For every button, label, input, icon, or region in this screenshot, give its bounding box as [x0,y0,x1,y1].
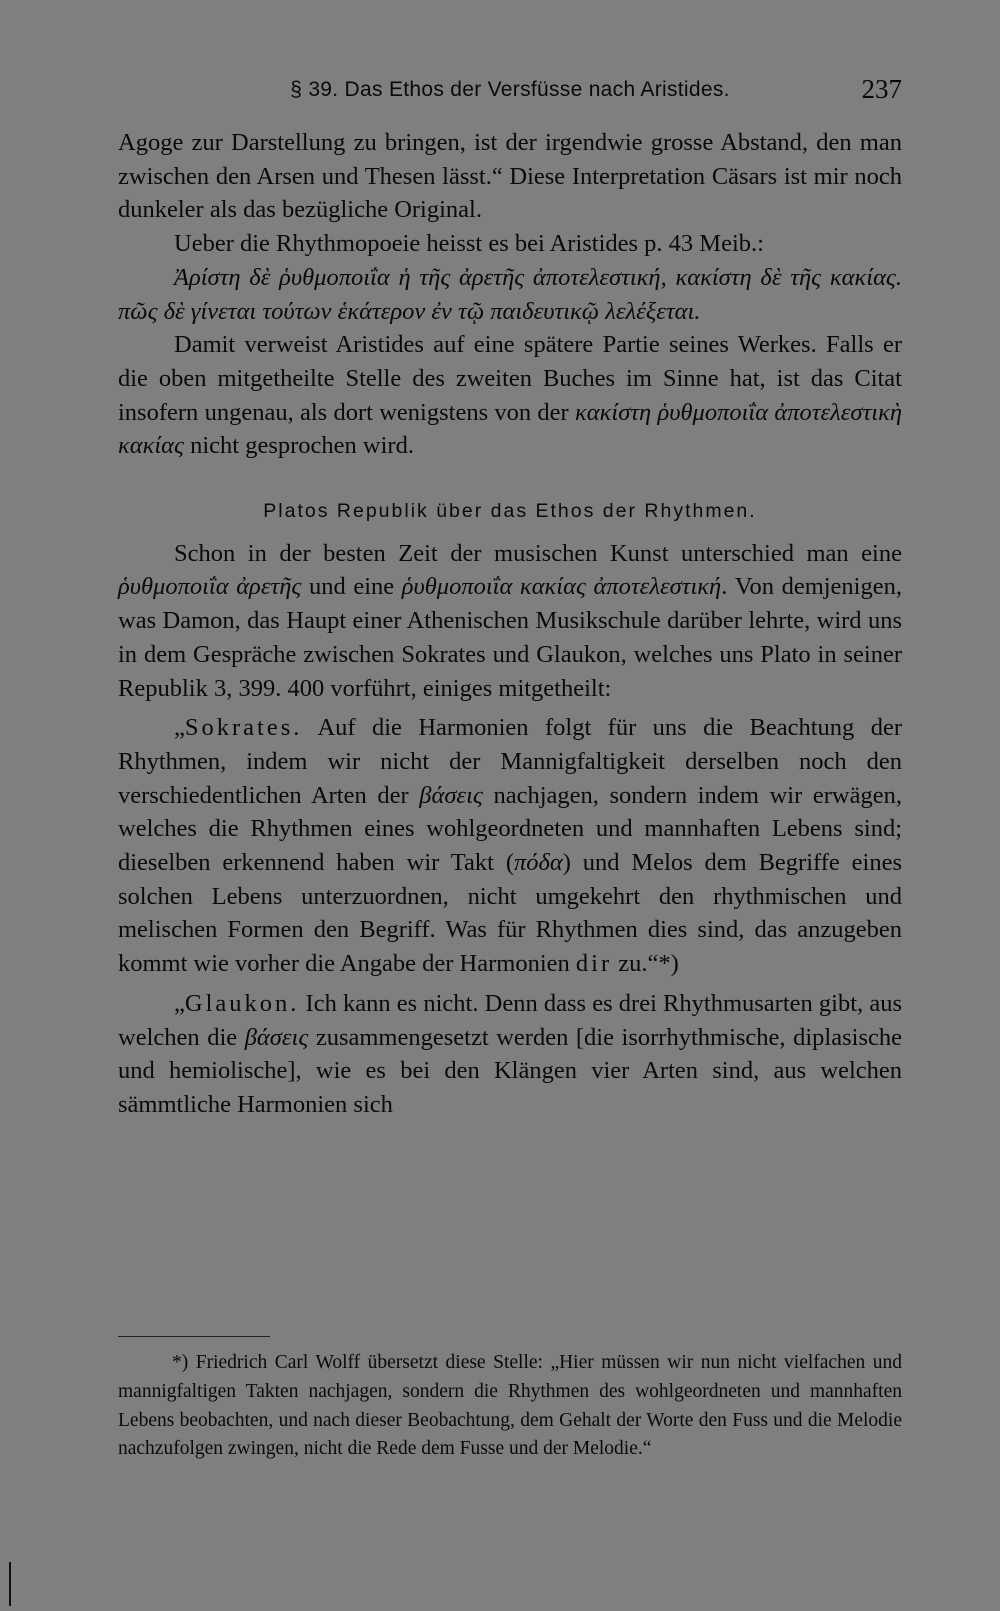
paragraph-continuation: Agoge zur Darstellung zu bringen, ist der irgendwie grosse Abstand, den man zwischen den Arsen und Thesen lässt.“ Diese Interpretation Cäsars ist mir noch dunkeler als das bezügliche Original. [118,129,902,224]
text-run: Schon in der besten Zeit der musischen Kunst unterschied man eine [174,539,902,567]
quote-open: „ [174,714,185,742]
paragraph-damit [118,328,902,463]
text-run: zu.“*) [612,950,679,978]
section-heading: Platos Republik über das Ethos der Rhythmen. [263,500,757,523]
greek-run: βάσεις [244,1023,309,1051]
running-title: § 39. Das Ethos der Versfüsse nach Aristides. [290,78,730,101]
text-run: nachjagen, sondern indem wir erwägen, welches die Rhythmen eines wohlgeordneten und mannhaften Lebens sind; dieselben erkennend haben wir Takt ( [118,781,902,877]
footnote-text: *) Friedrich Carl Wolff übersetzt diese Stelle: „Hier müssen wir nun nicht vielfachen und mannigfaltigen Takten nachjagen, sondern die Rhythmen des wohlgeordneten und mannhaften Lebens beobachten, und nach dieser Beobachtung, dem Gehalt der Worte den Fuss und die Melodie nachzufolgen zwingen, nicht die Rede dem Fusse und der Melodie.“ [118,1352,902,1460]
text-run: Damit verweist Aristides auf eine spätere Partie seines Werkes. Falls er die oben mitgetheilte Stelle des zweiten Buches im Sinne hat, ist das Citat insofern ungenau, als dort wenigstens von der [118,331,902,426]
quote-open: „ [174,989,185,1017]
paragraph-schon [118,537,902,706]
footnote-rule [118,1336,270,1337]
speaker-glaukon: Glaukon. [184,989,300,1017]
text-run: Auf die Harmonien folgt für uns die Beachtung der Rhythmen, indem wir nicht der Mannigfaltigkeit derselben noch den verschiedentlichen Arten der [118,714,902,809]
paragraph-glaukon [118,987,902,1122]
text-run: ) und Melos dem Begriffe eines solchen Lebens unterzuordnen, nicht umgekehrt den rhythmischen und melischen Formen den Begriff. Was für Rhythmen dies sind, das anzugeben kommt wie vorher die Angabe der Harmonien [118,849,902,978]
running-header [118,74,902,110]
greek-run: βάσεις [419,781,483,809]
speaker-sokrates: Sokrates. [184,714,303,742]
text-run: zusammengesetzt werden [die isorrhythmische, diplasische und hemiolische], wie es bei den Klängen vier Arten sind, aus welchen sämmtliche Harmonien sich [118,1023,902,1118]
text-run: nicht gesprochen wird. [184,432,414,460]
paragraph-sokrates [118,711,902,981]
text-run: . Von demjenigen, was Damon, das Haupt einer Athenischen Musikschule darüber lehrte, wird uns in dem Gespräche zwischen Sokrates und Glaukon, welches uns Plato in seiner Republik 3, 399. 400 vorführt, einiges mitgetheilt: [118,573,902,702]
greek-run: ῥυθμοποιΐα ἀρετῆς [118,573,302,601]
spaced-word: dir [575,950,613,978]
margin-mark [9,1562,11,1606]
paragraph-rhythmopoeie: Ueber die Rhythmopoeie heisst es bei Aristides p. 43 Meib.: [174,230,764,258]
text-run: und eine [301,573,402,601]
greek-quote [118,261,902,328]
greek-run: κακίστη ῥυθμοποιΐα ἀποτελεστικὴ κακίας [118,398,903,460]
text-run: Ich kann es nicht. Denn dass es drei Rhythmusarten gibt, aus welchen die [118,989,902,1051]
main-text [118,126,902,1122]
footnote [118,1349,902,1464]
greek-run: πόδα [513,849,563,877]
greek-run: ῥυθμοποιΐα κακίας ἀποτελεστική [401,573,722,601]
page-number: 237 [861,74,902,104]
greek-quote-text: Ἀρίστη δὲ ῥυθμοποιΐα ἡ τῆς ἀρετῆς ἀποτελεστική, κακίστη δὲ τῆς κακίας. πῶς δὲ γίνεται τούτων ἑκάτερον ἐν τῷ παιδευτικῷ λελέξεται. [118,263,902,325]
